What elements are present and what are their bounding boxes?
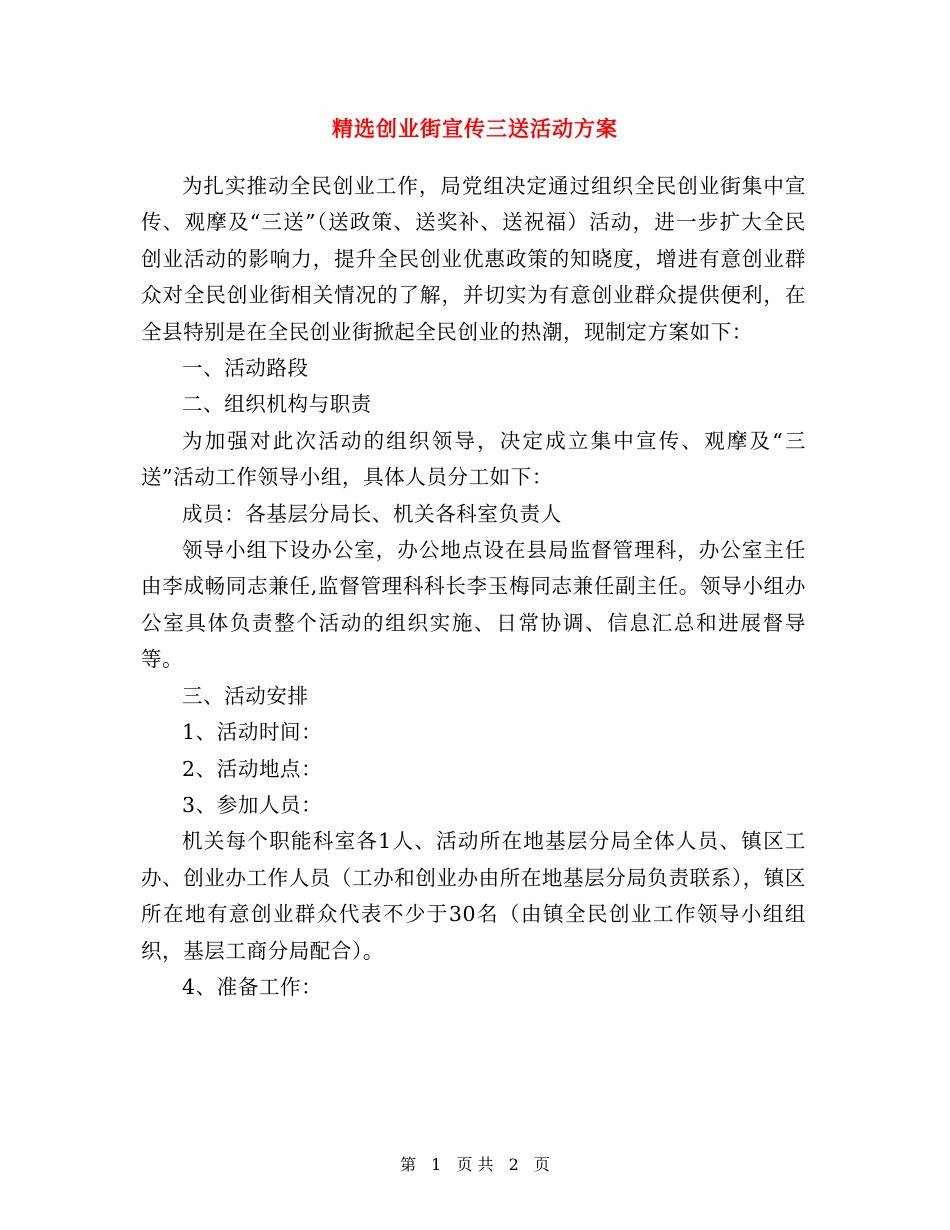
paragraph-office: 领导小组下设办公室，办公地点设在县局监督管理科，办公室主任由李成畅同志兼任,监督管理科科长李玉梅同志兼任副主任。领导小组办公室具体负责整个活动的组织实施、日常协调、信息汇总和进展督导等。 (141, 538, 806, 672)
paragraph-leadership-group: 为加强对此次活动的组织领导，决定成立集中宣传、观摩及“三送”活动工作领导小组，具体人员分工如下： (141, 428, 806, 490)
item-activity-time: 1、活动时间： (182, 720, 323, 745)
heading-organization: 二、组织机构与职责 (182, 392, 372, 417)
heading-activity-route: 一、活动路段 (182, 356, 309, 381)
footer-suffix: 页 (533, 1155, 550, 1174)
document-title: 精选创业街宣传三送活动方案 (332, 116, 618, 141)
page-footer (0, 1153, 950, 1177)
item-preparation: 4、准备工作： (182, 974, 323, 999)
footer-prefix: 第 (400, 1155, 417, 1174)
document-body (141, 168, 806, 1005)
paragraph-intro: 为扎实推动全民创业工作，局党组决定通过组织全民创业街集中宣传、观摩及“三送”（送政策、送奖补、送祝福）活动，进一步扩大全民创业活动的影响力，提升全民创业优惠政策的知晓度，增进有意创业群众对全民创业街相关情况的了解，并切实为有意创业群众提供便利，在全县特别是在全民创业街掀起全民创业的热潮，现制定方案如下： (141, 174, 806, 344)
footer-middle: 页 共 (456, 1155, 494, 1174)
paragraph-participants-detail: 机关每个职能科室各1人、活动所在地基层分局全体人员、镇区工办、创业办工作人员（工办和创业办由所在地基层分局负责联系），镇区所在地有意创业群众代表不少于30名（由镇全民创业工作领导小组组织，基层工商分局配合）。 (141, 829, 806, 963)
paragraph-members: 成员：各基层分局长、机关各科室负责人 (182, 501, 562, 526)
heading-activity-arrangement: 三、活动安排 (182, 683, 309, 708)
item-participants: 3、参加人员： (182, 792, 323, 817)
footer-current-page: 1 (431, 1155, 442, 1174)
item-activity-location: 2、活动地点： (182, 756, 323, 781)
footer-total-pages: 2 (508, 1155, 519, 1174)
